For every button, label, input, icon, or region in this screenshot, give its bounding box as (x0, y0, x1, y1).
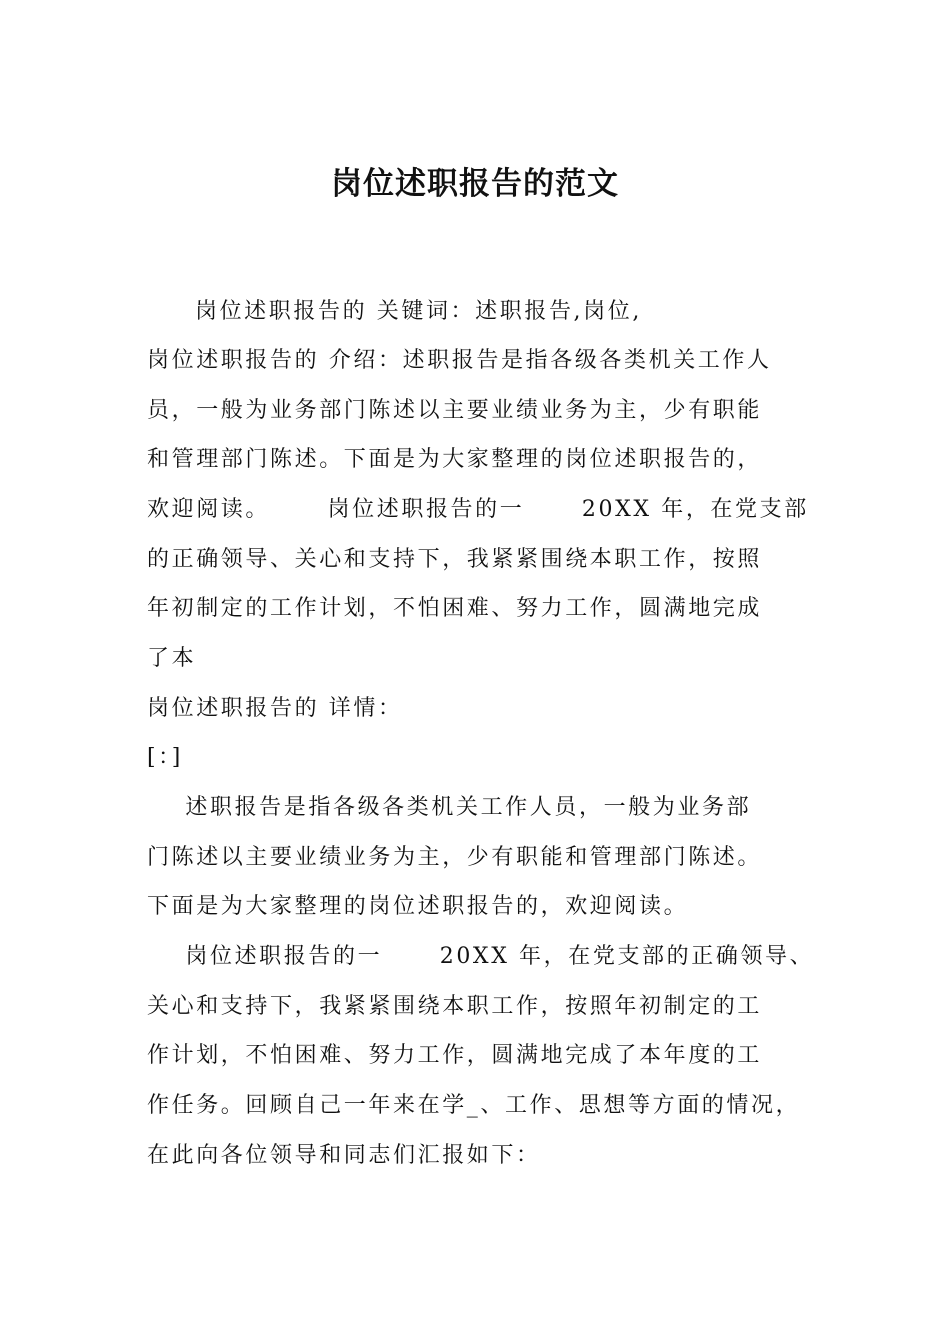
text-line: 在此向各位领导和同志们汇报如下： (147, 1143, 541, 1168)
text-line: 岗位述职报告的 介绍：述职报告是指各级各类机关工作人 (147, 348, 772, 373)
text-line: 作任务。回顾自己一年来在学_、工作、思想等方面的情况， (147, 1093, 801, 1118)
document-title: 岗位述职报告的范文 (331, 166, 619, 202)
text-line: 年初制定的工作计划，不怕困难、努力工作，圆满地完成 (147, 596, 763, 621)
text-line: 岗位述职报告的 详情： (147, 696, 403, 721)
text-line: 和管理部门陈述。下面是为大家整理的岗位述职报告的， (147, 447, 763, 472)
text-line: 岗位述职报告的一 20XX 年，在党支部的正确领导、 (147, 944, 815, 969)
text-line: 关心和支持下，我紧紧围绕本职工作，按照年初制定的工 (147, 994, 763, 1019)
text-line: 欢迎阅读。 岗位述职报告的一 20XX 年，在党支部 (147, 497, 809, 522)
text-line: 的正确领导、关心和支持下，我紧紧围绕本职工作，按照 (147, 547, 763, 572)
text-line: 门陈述以主要业绩业务为主，少有职能和管理部门陈述。 (147, 845, 763, 870)
text-line: 作计划，不怕困难、努力工作，圆满地完成了本年度的工 (147, 1043, 763, 1068)
text-line: 下面是为大家整理的岗位述职报告的，欢迎阅读。 (147, 894, 689, 919)
text-line: [：] (147, 745, 183, 770)
text-line: 述职报告是指各级各类机关工作人员，一般为业务部 (147, 795, 752, 820)
text-line: 岗位述职报告的 关键词：述职报告,岗位, (147, 299, 642, 324)
text-line: 员，一般为业务部门陈述以主要业绩业务为主，少有职能 (147, 398, 763, 423)
text-line: 了本 (147, 646, 197, 671)
